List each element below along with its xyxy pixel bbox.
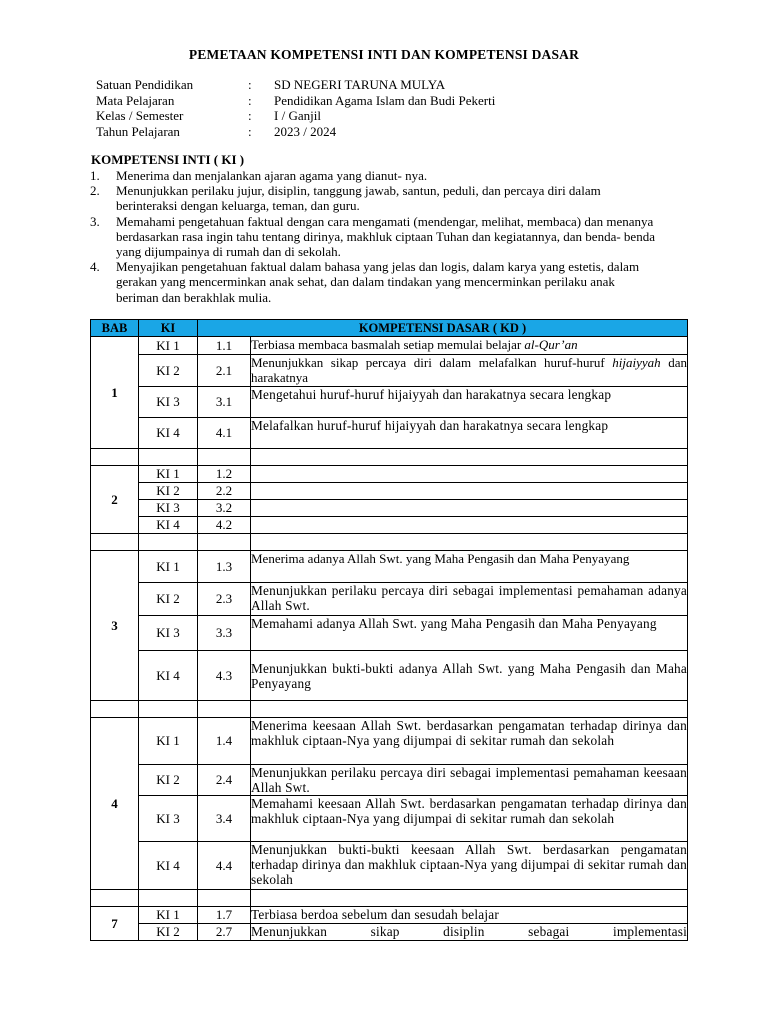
ki-cell: KI 2 xyxy=(139,355,198,387)
table-row xyxy=(91,796,688,842)
kd-text: Terbiasa berdoa sebelum dan sesudah belajar xyxy=(251,907,688,924)
kd-text-part: Terbiasa membaca basmalah setiap memulai belajar xyxy=(251,337,525,352)
ki-cell: KI 2 xyxy=(139,765,198,796)
kd-table xyxy=(90,319,688,941)
kd-number: 1.2 xyxy=(198,466,251,483)
ki-cell: KI 4 xyxy=(139,418,198,449)
table-row xyxy=(91,616,688,651)
kd-number: 4.1 xyxy=(198,418,251,449)
info-value: SD NEGERI TARUNA MULYA xyxy=(274,77,446,92)
spacer-row xyxy=(91,890,688,907)
ki-item xyxy=(90,183,690,213)
kd-text xyxy=(251,483,688,500)
ki-item-text: Memahami pengetahuan faktual dengan cara mengamati (mendengar, melihat, membaca) dan menanya berdasarkan rasa ingin tahu tentang dirinya, makhluk ciptaan Tuhan dan kegiatannya, dan benda- benda yang dijumpainya di rumah dan di sekolah. xyxy=(116,213,655,260)
kd-text: Menerima keesaan Allah Swt. berdasarkan pengamatan terhadap dirinya dan makhluk ciptaan-Nya yang dijumpai di sekitar rumah dan sekolah xyxy=(251,718,688,765)
kd-number: 3.1 xyxy=(198,387,251,418)
table-row xyxy=(91,551,688,583)
ki-cell: KI 1 xyxy=(139,337,198,355)
kd-number: 3.2 xyxy=(198,500,251,517)
kd-number: 1.3 xyxy=(198,551,251,583)
info-block xyxy=(96,77,495,139)
table-row xyxy=(91,337,688,355)
info-row-school xyxy=(96,77,495,93)
ki-item-number: 4. xyxy=(90,259,100,275)
kd-number: 2.7 xyxy=(198,924,251,941)
table-row xyxy=(91,466,688,483)
info-value: 2023 / 2024 xyxy=(274,123,337,139)
info-row-year xyxy=(96,124,495,140)
table-row xyxy=(91,651,688,701)
ki-cell: KI 4 xyxy=(139,651,198,701)
ki-cell: KI 2 xyxy=(139,583,198,616)
kd-text: Menunjukkan sikap disiplin sebagai implementasi xyxy=(251,924,687,939)
table-row xyxy=(91,355,688,387)
kd-number: 4.2 xyxy=(198,517,251,534)
kd-number: 3.3 xyxy=(198,616,251,651)
info-label: Kelas / Semester xyxy=(96,108,184,123)
kd-text xyxy=(251,500,688,517)
spacer-row xyxy=(91,449,688,466)
kd-text: Memahami keesaan Allah Swt. berdasarkan pengamatan terhadap dirinya dan makhluk ciptaan-Nya yang dijumpai di sekitar rumah dan sekolah xyxy=(251,796,688,842)
spacer-row xyxy=(91,701,688,718)
kd-text: Menunjukkan perilaku percaya diri sebagai implementasi pemahaman adanya Allah Swt. xyxy=(251,583,688,616)
table-row xyxy=(91,842,688,890)
ki-item xyxy=(90,259,690,305)
kd-text xyxy=(251,337,688,355)
ki-list xyxy=(90,168,690,305)
ki-item-number: 1. xyxy=(90,168,100,183)
info-colon: : xyxy=(248,123,252,139)
kd-text: Memahami adanya Allah Swt. yang Maha Pengasih dan Maha Penyayang xyxy=(251,616,688,651)
ki-cell: KI 1 xyxy=(139,466,198,483)
kd-text: Menunjukkan perilaku percaya diri sebagai implementasi pemahaman keesaan Allah Swt. xyxy=(251,765,687,795)
ki-cell: KI 2 xyxy=(139,483,198,500)
table-row xyxy=(91,418,688,449)
kd-number: 4.4 xyxy=(198,842,251,890)
ki-cell: KI 3 xyxy=(139,796,198,842)
ki-cell: KI 1 xyxy=(139,718,198,765)
info-value: Pendidikan Agama Islam dan Budi Pekerti xyxy=(274,92,496,108)
kd-text: Menunjukkan bukti-bukti adanya Allah Swt. yang Maha Pengasih dan Maha Penyayang xyxy=(251,651,688,701)
ki-item-text: Menerima dan menjalankan ajaran agama yang dianut- nya. xyxy=(116,168,428,183)
ki-item-text: Menunjukkan perilaku jujur, disiplin, tanggung jawab, santun, peduli, dan percaya diri dalam berinteraksi dengan keluarga, teman, dan guru. xyxy=(116,183,601,214)
kd-number: 1.1 xyxy=(198,337,251,355)
ki-cell: KI 1 xyxy=(139,907,198,924)
bab-number: 2 xyxy=(91,466,139,534)
bab-number: 3 xyxy=(91,551,139,701)
kd-text-emphasis: al-Qur’an xyxy=(524,337,578,352)
header-kd: KOMPETENSI DASAR ( KD ) xyxy=(198,320,688,337)
kd-number: 2.2 xyxy=(198,483,251,500)
ki-cell: KI 4 xyxy=(139,842,198,890)
info-label: Satuan Pendidikan xyxy=(96,77,194,92)
kd-text xyxy=(251,466,688,483)
ki-heading: KOMPETENSI INTI ( KI ) xyxy=(91,152,245,167)
info-value: I / Ganjil xyxy=(274,108,321,123)
ki-cell: KI 4 xyxy=(139,517,198,534)
kd-text xyxy=(251,517,688,534)
table-row xyxy=(91,517,688,534)
info-label: Tahun Pelajaran xyxy=(96,123,180,139)
kd-text: Mengetahui huruf-huruf hijaiyyah dan harakatnya secara lengkap xyxy=(251,387,688,418)
kd-text-emphasis: hijaiyyah xyxy=(612,355,661,370)
table-row xyxy=(91,583,688,616)
info-colon: : xyxy=(248,92,252,108)
bab-number: 4 xyxy=(91,718,139,890)
ki-cell: KI 3 xyxy=(139,616,198,651)
table-row xyxy=(91,387,688,418)
table-row xyxy=(91,483,688,500)
kd-number: 4.3 xyxy=(198,651,251,701)
table-row xyxy=(91,765,688,796)
info-colon: : xyxy=(248,77,252,92)
ki-item xyxy=(90,168,690,183)
document-title: PEMETAAN KOMPETENSI INTI DAN KOMPETENSI DASAR xyxy=(188,47,580,62)
header-ki: KI xyxy=(139,320,198,337)
kd-text: Menunjukkan bukti-bukti keesaan Allah Swt. berdasarkan pengamatan terhadap dirinya dan makhluk ciptaan-Nya yang dijumpai di sekitar rumah dan sekolah xyxy=(251,842,688,890)
kd-number: 2.3 xyxy=(198,583,251,616)
ki-cell: KI 3 xyxy=(139,387,198,418)
kd-text-part: Menunjukkan sikap percaya diri dalam melafalkan huruf-huruf xyxy=(251,355,613,370)
kd-number: 1.4 xyxy=(198,718,251,765)
ki-item-number: 3. xyxy=(90,213,100,229)
bab-number: 1 xyxy=(91,337,139,449)
header-bab: BAB xyxy=(91,320,139,337)
kd-text xyxy=(251,355,688,387)
ki-item xyxy=(90,214,690,260)
kd-number: 1.7 xyxy=(198,907,251,924)
table-row xyxy=(91,718,688,765)
info-row-class xyxy=(96,108,495,124)
kd-text-part: dan harakatnya xyxy=(251,355,687,385)
info-colon: : xyxy=(248,108,252,123)
info-row-subject xyxy=(96,93,495,109)
info-label: Mata Pelajaran xyxy=(96,92,175,108)
kd-text: Menerima adanya Allah Swt. yang Maha Pengasih dan Maha Penyayang xyxy=(251,551,688,583)
ki-item-text: Menyajikan pengetahuan faktual dalam bahasa yang jelas dan logis, dalam karya yang estetis, dalam gerakan yang mencerminkan anak sehat, dan dalam tindakan yang mencerminkan perilaku anak beriman dan berakhlak mulia. xyxy=(116,259,640,305)
kd-number: 3.4 xyxy=(198,796,251,842)
ki-cell: KI 1 xyxy=(139,551,198,583)
bab-number: 7 xyxy=(91,907,139,941)
ki-cell: KI 2 xyxy=(139,924,198,941)
kd-number: 2.4 xyxy=(198,765,251,796)
kd-text: Melafalkan huruf-huruf hijaiyyah dan harakatnya secara lengkap xyxy=(251,418,688,449)
table-row xyxy=(91,907,688,924)
table-row xyxy=(91,500,688,517)
kd-number: 2.1 xyxy=(198,355,251,387)
table-header-row xyxy=(91,320,688,337)
spacer-row xyxy=(91,534,688,551)
table-row xyxy=(91,924,688,941)
ki-cell: KI 3 xyxy=(139,500,198,517)
ki-item-number: 2. xyxy=(90,183,100,199)
